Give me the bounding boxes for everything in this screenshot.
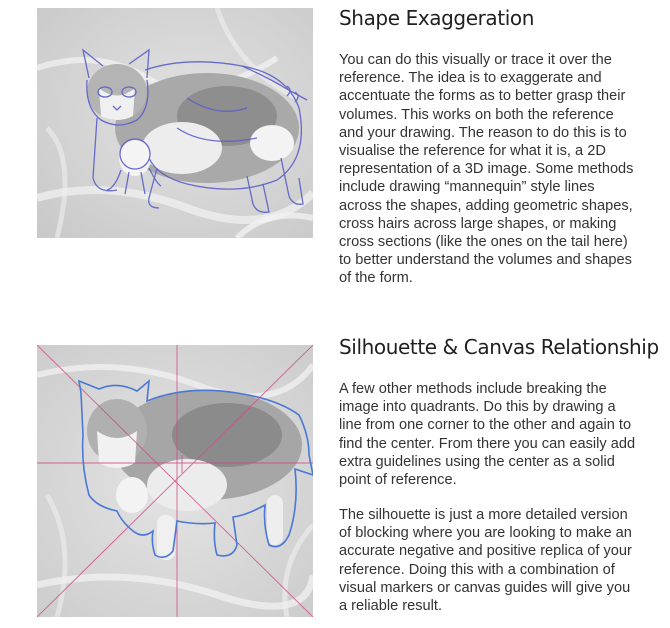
section-title: Shape Exaggeration xyxy=(339,6,534,30)
section-paragraph: A few other methods include breaking the image into quadrants. Do this by drawing a line from one corner to the other and again to find the center. From there you can easily add extra guidelines using the center as a solid point of reference. xyxy=(339,381,636,489)
section-paragraph: The silhouette is just a more detailed version of blocking where you are looking to make an accurate negative and positive replica of your reference. Doing this with a combination of visual markers or canvas guides will give you a reliable result. xyxy=(339,507,632,615)
cat-shape-exaggeration-image xyxy=(37,8,313,238)
cat-silhouette-canvas-image xyxy=(37,345,313,617)
section-paragraph: You can do this visually or trace it over the reference. The idea is to exaggerate and accentuate the forms as to better grasp their volumes. This works on both the reference and your drawing. The reason to do this is to visualise the reference for what it is, a 2D representation of a 3D image. Some methods include drawing “mannequin” style lines across the shapes, adding geometric shapes, cross hairs across large shapes, or making cross sections (like the ones on the tail here) to better understand the volumes and shapes of the form. xyxy=(339,52,634,287)
section-title: Silhouette & Canvas Relationship xyxy=(339,335,659,359)
